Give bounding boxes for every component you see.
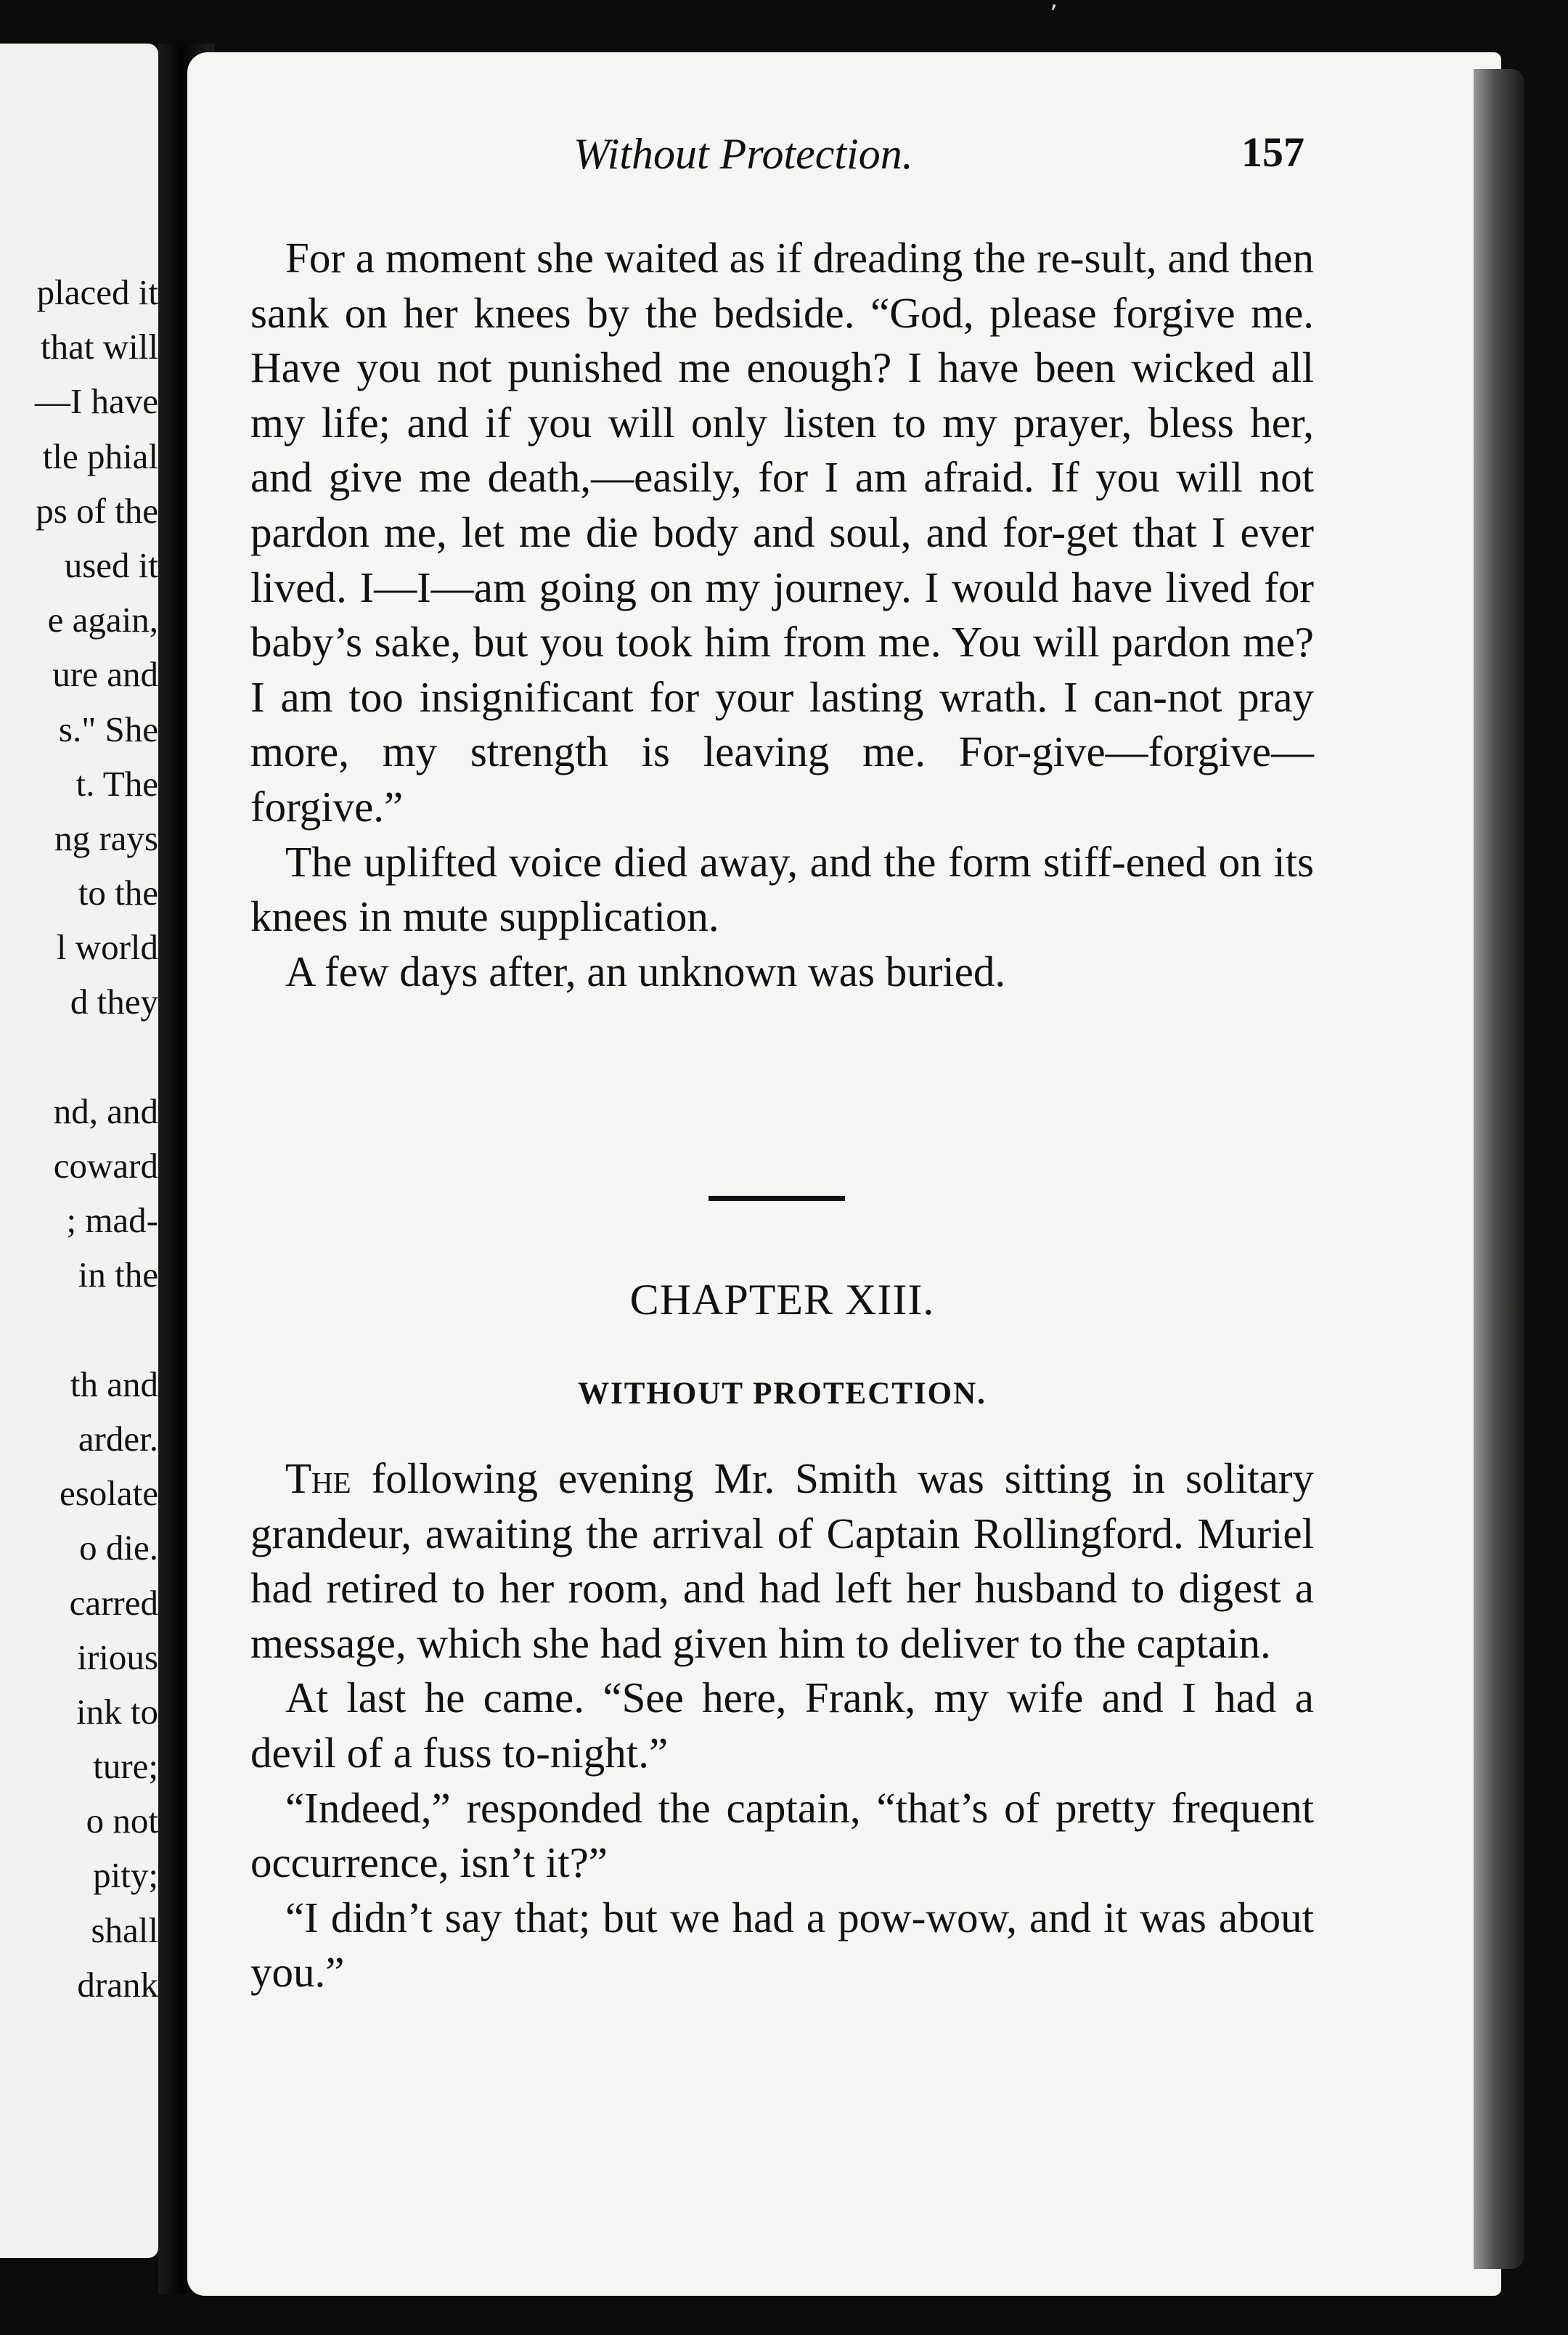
- left-page-line: e again,: [47, 600, 158, 640]
- left-facing-page: [0, 44, 158, 2258]
- left-page-line: placed it: [36, 272, 158, 312]
- left-page-line: ; mad-: [66, 1200, 158, 1241]
- paragraph-rest: following evening Mr. Smith was sitting in solitary grandeur, awaiting the arrival of Captain Rollingford. Muriel had retired to her room, and had left her husband to digest a message, which she had given him to deliver to the captain.: [250, 1454, 1314, 1667]
- left-page-line: ink to: [76, 1691, 158, 1732]
- paragraph: A few days after, an unknown was buried.: [285, 947, 1006, 995]
- left-page-line: l world: [56, 927, 158, 968]
- left-page-line: o not: [86, 1801, 158, 1841]
- left-page-line: ure and: [52, 654, 158, 695]
- left-page-line: th and: [70, 1364, 158, 1404]
- left-page-line: [0, 1030, 158, 1084]
- left-page-line: ture;: [93, 1746, 158, 1787]
- running-head: Without Protection.: [573, 130, 913, 178]
- left-page-text: [0, 265, 158, 2012]
- left-page-line: esolate: [59, 1473, 158, 1514]
- left-page-line: ng rays: [54, 818, 158, 858]
- left-page-line: to the: [78, 873, 158, 913]
- left-page-line: that will: [41, 327, 158, 367]
- text-before-chapter: [250, 231, 1314, 999]
- paragraph: [250, 1451, 1314, 1671]
- paragraph: “Indeed,” responded the captain, “that’s of pretty frequent occurrence, isn’t it?”: [250, 1783, 1314, 1887]
- paragraph: For a moment she waited as if dreading the re-sult, and then sank on her knees by the bedside. “God, please forgive me. Have you not punished me enough? I have been wicked all my life; and if you will only listen to my prayer, bless her, and give me death,—easily, for I am afraid. If you will not pardon me, let me die body and soul, and for-get that I ever lived. I—I—am going on my journey. I would have lived for baby’s sake, but you took him from me. You will pardon me? I am too insignificant for your lasting wrath. I can-not pray more, my strength is leaving me. For-give—forgive—forgive.”: [250, 234, 1314, 831]
- left-page-line: t. The: [75, 763, 158, 804]
- left-page-line: in the: [78, 1255, 158, 1295]
- page-edge: [1474, 69, 1524, 2269]
- left-page-line: —I have: [34, 381, 158, 422]
- paragraph: “I didn’t say that; but we had a pow-wow, and it was about you.”: [250, 1893, 1314, 1997]
- left-page-line: arder.: [78, 1418, 158, 1459]
- text-after-chapter: [250, 1451, 1314, 2000]
- left-page-line: coward: [53, 1146, 158, 1186]
- paragraph: The uplifted voice died away, and the form stiff-ened on its knees in mute supplication.: [250, 837, 1314, 941]
- left-page-line: s." She: [58, 709, 158, 749]
- left-page-line: pity;: [93, 1855, 158, 1896]
- left-page-line: shall: [91, 1910, 158, 1950]
- left-page-line: nd, and: [53, 1091, 158, 1131]
- section-divider: [709, 1196, 845, 1201]
- left-page-line: irious: [77, 1637, 158, 1677]
- page-number: 157: [1241, 129, 1304, 176]
- left-page-line: used it: [64, 545, 158, 585]
- left-page-line: tle phial: [42, 436, 158, 476]
- left-page-line: drank: [77, 1964, 158, 2005]
- left-page-line: o die.: [79, 1528, 158, 1568]
- left-page-line: d they: [70, 982, 158, 1022]
- left-page-line: ps of the: [36, 490, 158, 531]
- left-page-line: [0, 1303, 158, 1357]
- scan-mark: ʼ: [1050, 0, 1058, 29]
- chapter-title: CHAPTER XIII.: [629, 1276, 935, 1324]
- drop-lead-word: The: [285, 1454, 351, 1502]
- paragraph: At last he came. “See here, Frank, my wife and I had a devil of a fuss to-night.”: [250, 1674, 1314, 1777]
- chapter-subtitle: WITHOUT PROTECTION.: [578, 1377, 987, 1411]
- left-page-line: carred: [69, 1582, 158, 1623]
